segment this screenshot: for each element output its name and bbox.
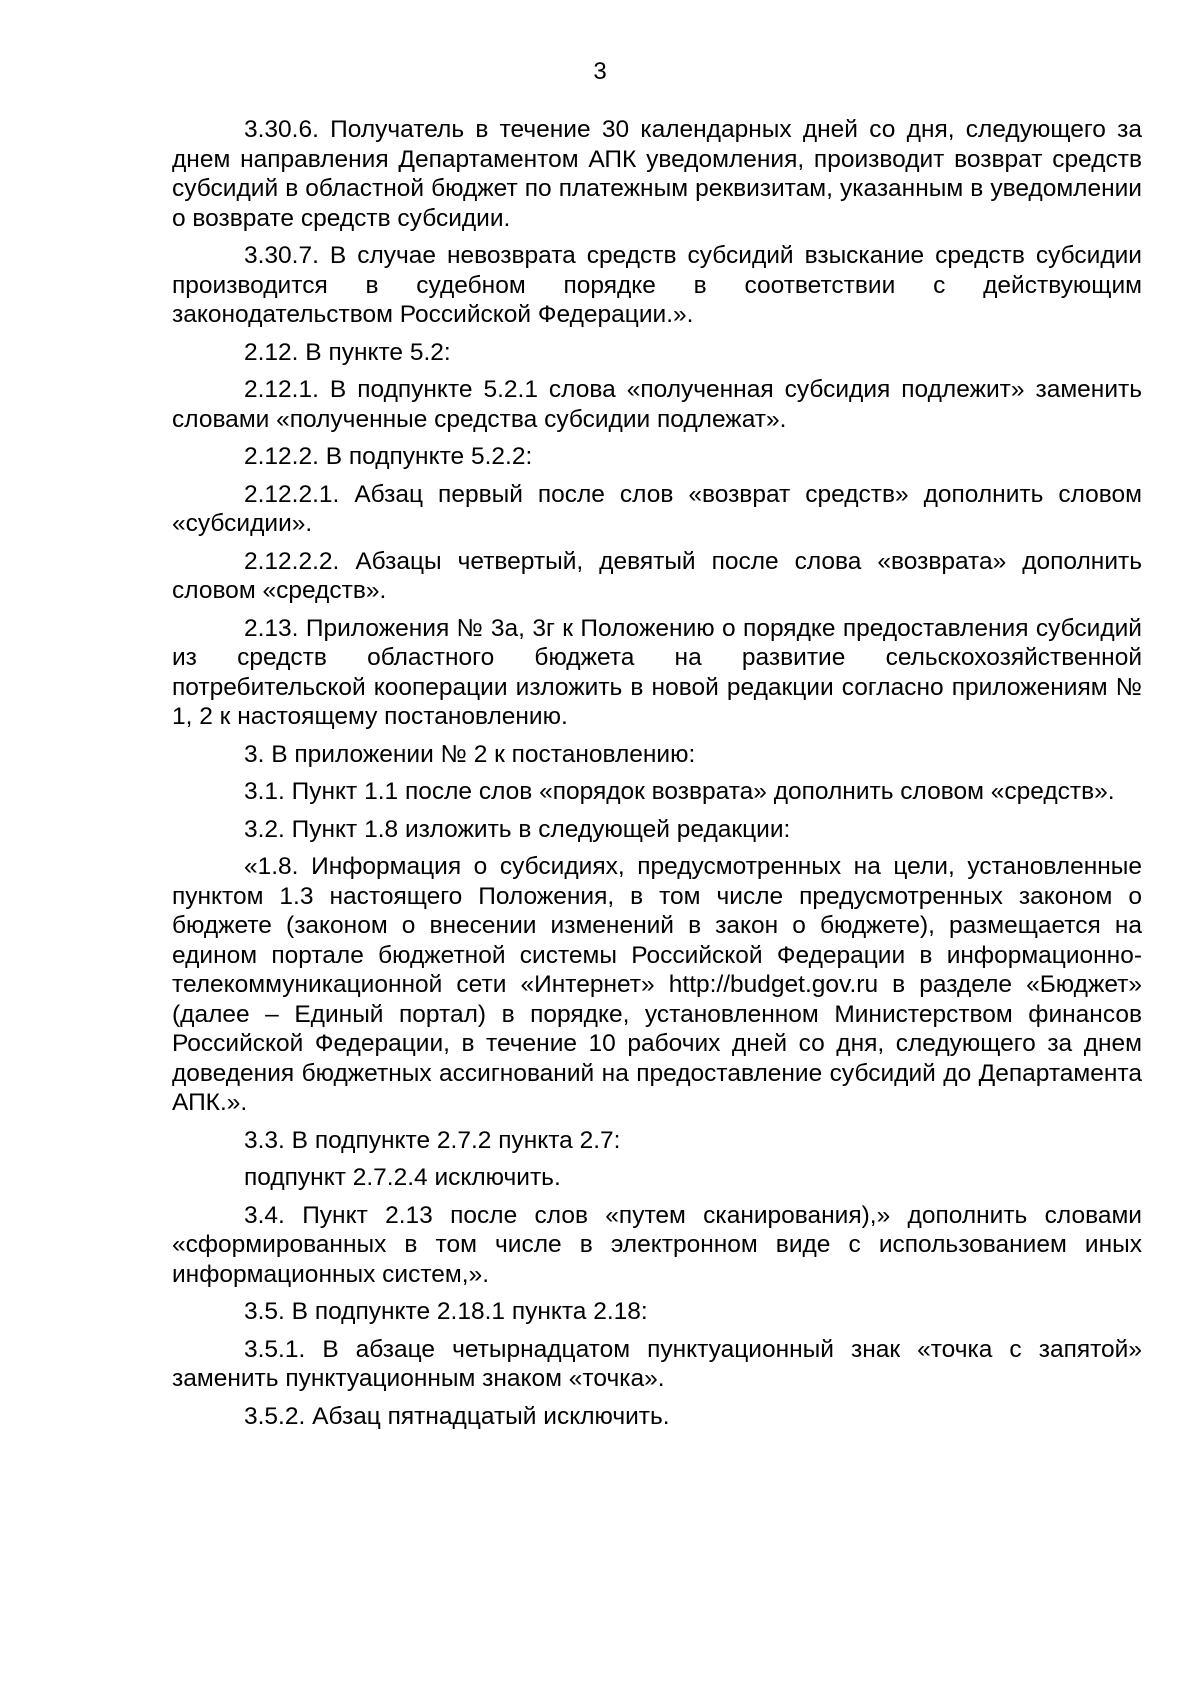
paragraph-2-12: 2.12. В пункте 5.2: — [244, 338, 451, 366]
paragraph-3-5-1: 3.5.1. В абзаце четырнадцатом пунктуационный знак «точка с запятой» заменить пунктуационным знаком «точка». — [172, 1335, 1142, 1392]
page-number: 3 — [593, 58, 607, 85]
paragraph-3-3-sub: подпункт 2.7.2.4 исключить. — [244, 1164, 561, 1191]
paragraph-3-30-7: 3.30.7. В случае невозврата средств субсидий взыскание средств субсидии производится в судебном порядке в соответствии с действующим законодательством Российской Федерации.». — [172, 242, 1142, 328]
paragraph-3-5-2: 3.5.2. Абзац пятнадцатый исключить. — [244, 1402, 670, 1430]
paragraph-3-1: 3.1. Пункт 1.1 после слов «порядок возврата» дополнить словом «средств». — [244, 778, 1115, 805]
document-body — [172, 115, 1142, 1439]
paragraph-3-2: 3.2. Пункт 1.8 изложить в следующей редакции: — [244, 815, 791, 843]
paragraph-2-12-1: 2.12.1. В подпункте 5.2.1 слова «полученная субсидия подлежит» заменить словами «полученные средства субсидии подлежат». — [172, 376, 1142, 433]
paragraph-3-3: 3.3. В подпункте 2.7.2 пункта 2.7: — [244, 1126, 621, 1154]
paragraph-3: 3. В приложении № 2 к постановлению: — [244, 740, 696, 768]
paragraph-2-12-2: 2.12.2. В подпункте 5.2.2: — [244, 443, 533, 470]
paragraph-2-12-2-1: 2.12.2.1. Абзац первый после слов «возврат средств» дополнить словом «субсидии». — [172, 480, 1142, 537]
paragraph-3-30-6: 3.30.6. Получатель в течение 30 календарных дней со дня, следующего за днем направления Департаментом АПК уведомления, производит возврат средств субсидий в областной бюджет по платежным реквизитам, указанным в уведомлении о возврате средств субсидии. — [172, 116, 1142, 232]
paragraph-1-8-quote: «1.8. Информация о субсидиях, предусмотренных на цели, установленные пунктом 1.3 настоящего Положения, в том числе предусмотренных законом о бюджете (законом о внесении изменений в закон о бюджете), размещается на едином портале бюджетной системы Российской Федерации в информационно-телекоммуникационной сети «Интернет» http://budget.gov.ru в разделе «Бюджет» (далее – Единый портал) в порядке, установленном Министерством финансов Российской Федерации, в течение 10 рабочих дней со дня, следующего за днем доведения бюджетных ассигнований на предоставление субсидий до Департамента АПК.». — [172, 853, 1142, 1116]
paragraph-3-4: 3.4. Пункт 2.13 после слов «путем сканирования),» дополнить словами «сформированных в том числе в электронном виде с использованием иных информационных систем,». — [172, 1201, 1142, 1288]
paragraph-2-12-2-2: 2.12.2.2. Абзацы четвертый, девятый после слова «возврата» дополнить словом «средств». — [172, 547, 1142, 604]
paragraph-3-5: 3.5. В подпункте 2.18.1 пункта 2.18: — [244, 1298, 648, 1325]
paragraph-2-13: 2.13. Приложения № 3а, 3г к Положению о порядке предоставления субсидий из средств областного бюджета на развитие сельскохозяйственной потребительской кооперации изложить в новой редакции согласно приложениям № 1, 2 к настоящему постановлению. — [172, 614, 1142, 730]
